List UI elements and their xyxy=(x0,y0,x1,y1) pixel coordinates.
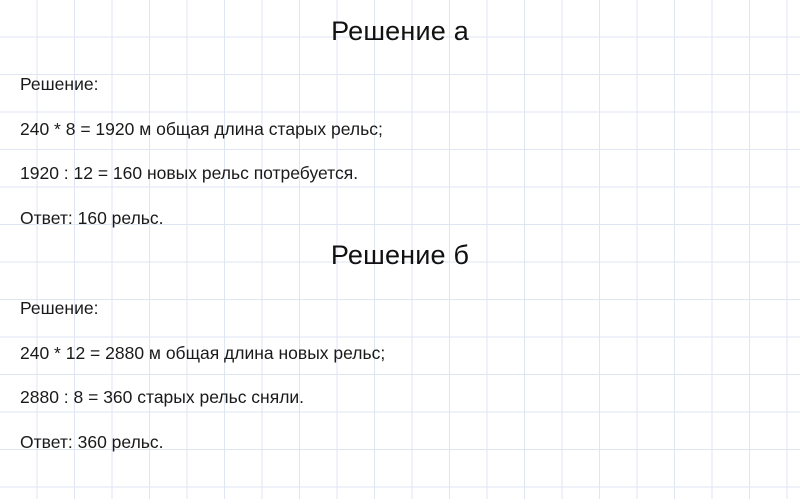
solution-a-lines xyxy=(0,76,800,227)
solution-b-lines xyxy=(0,300,800,451)
solution-a-answer: Ответ: 160 рельс. xyxy=(20,207,164,228)
section-title-a: Решение а xyxy=(331,16,469,46)
section-title-b: Решение б xyxy=(330,240,470,270)
solution-a-line-2: 240 * 8 = 1920 м общая длина старых рельс; xyxy=(20,118,383,139)
solution-b-line-2: 240 * 12 = 2880 м общая длина новых рельс; xyxy=(20,342,386,363)
solution-block-b xyxy=(0,227,800,451)
solution-b-answer: Ответ: 360 рельс. xyxy=(20,431,164,452)
solution-a-line-3: 1920 : 12 = 160 новых рельс потребуется. xyxy=(20,163,359,183)
solution-block-a xyxy=(0,0,800,227)
solution-b-line-3: 2880 : 8 = 360 старых рельс сняли. xyxy=(20,387,305,407)
solution-a-line-1: Решение: xyxy=(20,74,99,94)
solution-b-line-1: Решение: xyxy=(20,298,99,318)
